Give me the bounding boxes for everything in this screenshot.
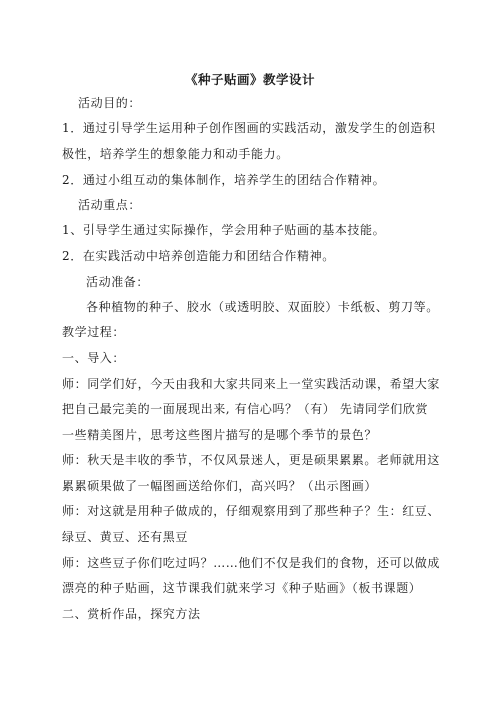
paragraph-line: 1．通过引导学生运用种子创作图画的实践活动，激发学生的创造积 bbox=[62, 121, 436, 135]
paragraph-line: 师：对这就是用种子做成的，仔细观察用到了那些种子？生：红豆、 bbox=[62, 504, 441, 518]
paragraph-line: 把自己最完美的一面展现出来, 有信心吗？（有） 先请同学们欣赏 bbox=[62, 402, 429, 416]
paragraph-line: 师：这些豆子你们吃过吗？……他们不仅是我们的食物，还可以做成 bbox=[62, 556, 441, 570]
paragraph-line: 绿豆、黄豆、还有黑豆 bbox=[62, 530, 189, 544]
document-title: 《种子贴画》教学设计 bbox=[184, 72, 315, 87]
paragraph-line: 漂亮的种子贴画，这节课我们就来学习《种子贴画》（板书课题） bbox=[62, 581, 422, 595]
paragraph-line: 累累硕果做了一幅图画送给你们，高兴吗？（出示图画） bbox=[62, 479, 378, 493]
section-heading-preparation: 活动准备： bbox=[86, 275, 150, 289]
paragraph-line: 2．通过小组互动的集体制作，培养学生的团结合作精神。 bbox=[62, 173, 386, 187]
subsection-heading-appreciation: 二、赏析作品，探究方法 bbox=[62, 607, 201, 621]
subsection-heading-intro: 一、导入： bbox=[62, 351, 126, 365]
paragraph-line: 师：同学们好，今天由我和大家共同来上一堂实践活动课，希望大家 bbox=[62, 377, 441, 391]
paragraph-line: 一些精美图片，思考这些图片描写的是哪个季节的景色？ bbox=[62, 428, 378, 442]
section-heading-process: 教学过程： bbox=[62, 325, 126, 339]
paragraph-line: 1、引导学生通过实际操作，学会用种子贴画的基本技能。 bbox=[62, 223, 386, 237]
section-heading-objectives: 活动目的： bbox=[78, 96, 142, 110]
paragraph-line: 2．在实践活动中培养创造能力和团结合作精神。 bbox=[62, 249, 335, 263]
paragraph-line: 师：秋天是丰收的季节，不仅风景迷人，更是硕果累累。老师就用这 bbox=[62, 453, 441, 467]
section-heading-key-points: 活动重点： bbox=[78, 198, 142, 212]
paragraph-line: 极性，培养学生的想象能力和动手能力。 bbox=[62, 147, 289, 161]
paragraph-line: 各种植物的种子、胶水（或透明胶、双面胶）卡纸板、剪刀等。 bbox=[86, 300, 439, 314]
